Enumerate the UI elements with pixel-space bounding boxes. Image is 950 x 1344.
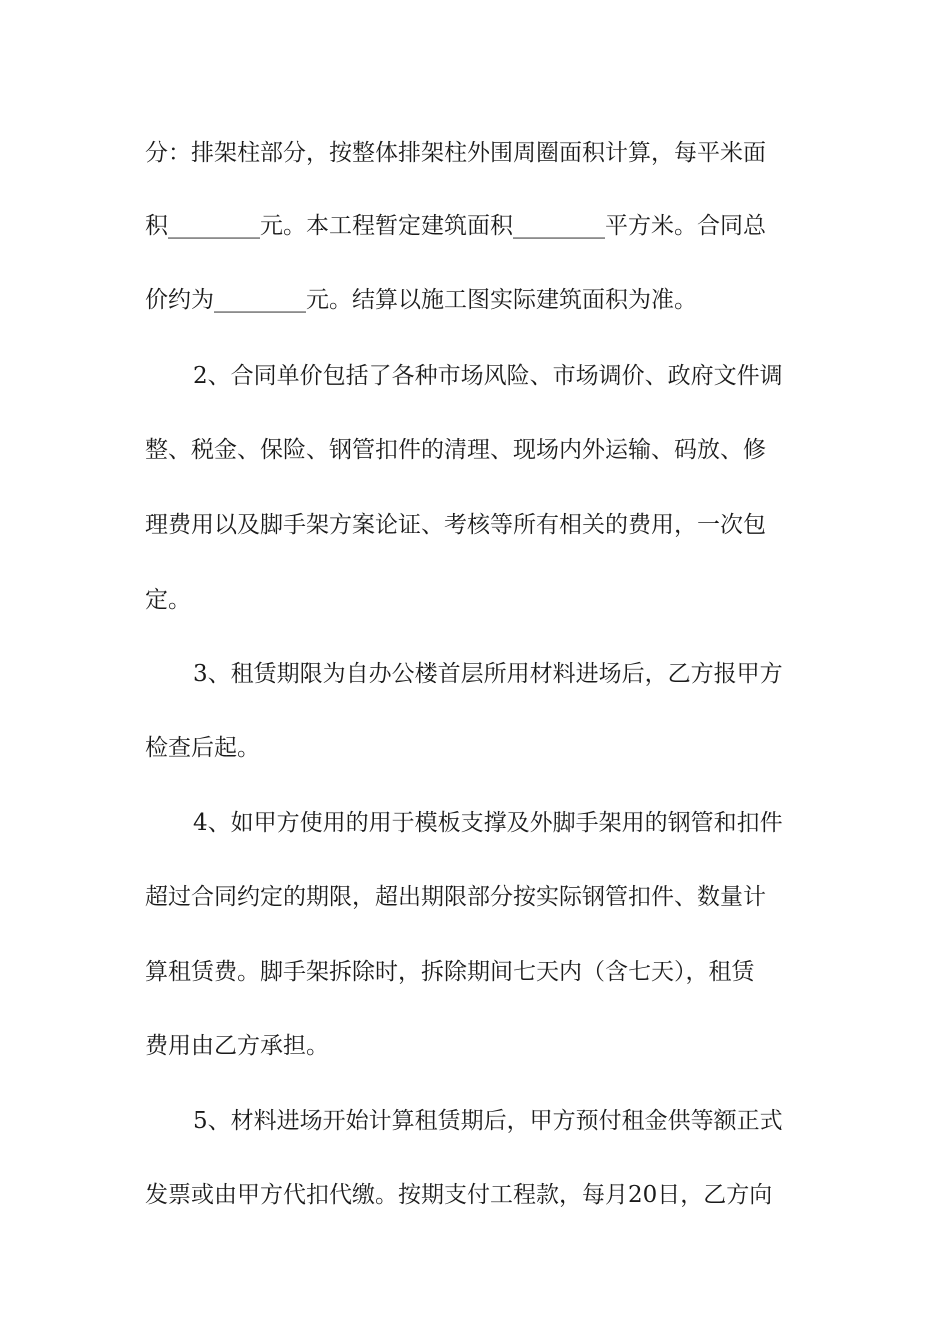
paragraph-3-start: 3、租赁期限为自办公楼首层所用材料进场后，乙方报甲方 [193,661,783,687]
paragraph-5-start: 5、材料进场开始计算租赁期后，甲方预付租金供等额正式 [193,1108,783,1134]
text-line: 费用由乙方承担。 [145,1033,329,1059]
text-line: 检查后起。 [145,735,260,761]
text-line: 算租赁费。脚手架拆除时，拆除期间七天内（含七天），租赁 [145,959,755,985]
text-line: 整、税金、保险、钢管扣件的清理、现场内外运输、码放、修 [145,437,766,463]
text-line: 发票或由甲方代扣代缴。按期支付工程款，每月20日，乙方向 [145,1182,773,1208]
text-line: 定。 [145,587,191,613]
text-line: 分：排架柱部分，按整体排架柱外围周圈面积计算，每平米面 [145,140,766,166]
text-line: 价约为________元。结算以施工图实际建筑面积为准。 [145,287,697,313]
paragraph-2-start: 2、合同单价包括了各种市场风险、市场调价、政府文件调 [193,363,783,389]
paragraph-4-start: 4、如甲方使用的用于模板支撑及外脚手架用的钢管和扣件 [193,810,783,836]
text-line: 积________元。本工程暂定建筑面积________平方米。合同总 [145,213,766,239]
text-line: 超过合同约定的期限，超出期限部分按实际钢管扣件、数量计 [145,884,766,910]
text-line: 理费用以及脚手架方案论证、考核等所有相关的费用，一次包 [145,512,766,538]
